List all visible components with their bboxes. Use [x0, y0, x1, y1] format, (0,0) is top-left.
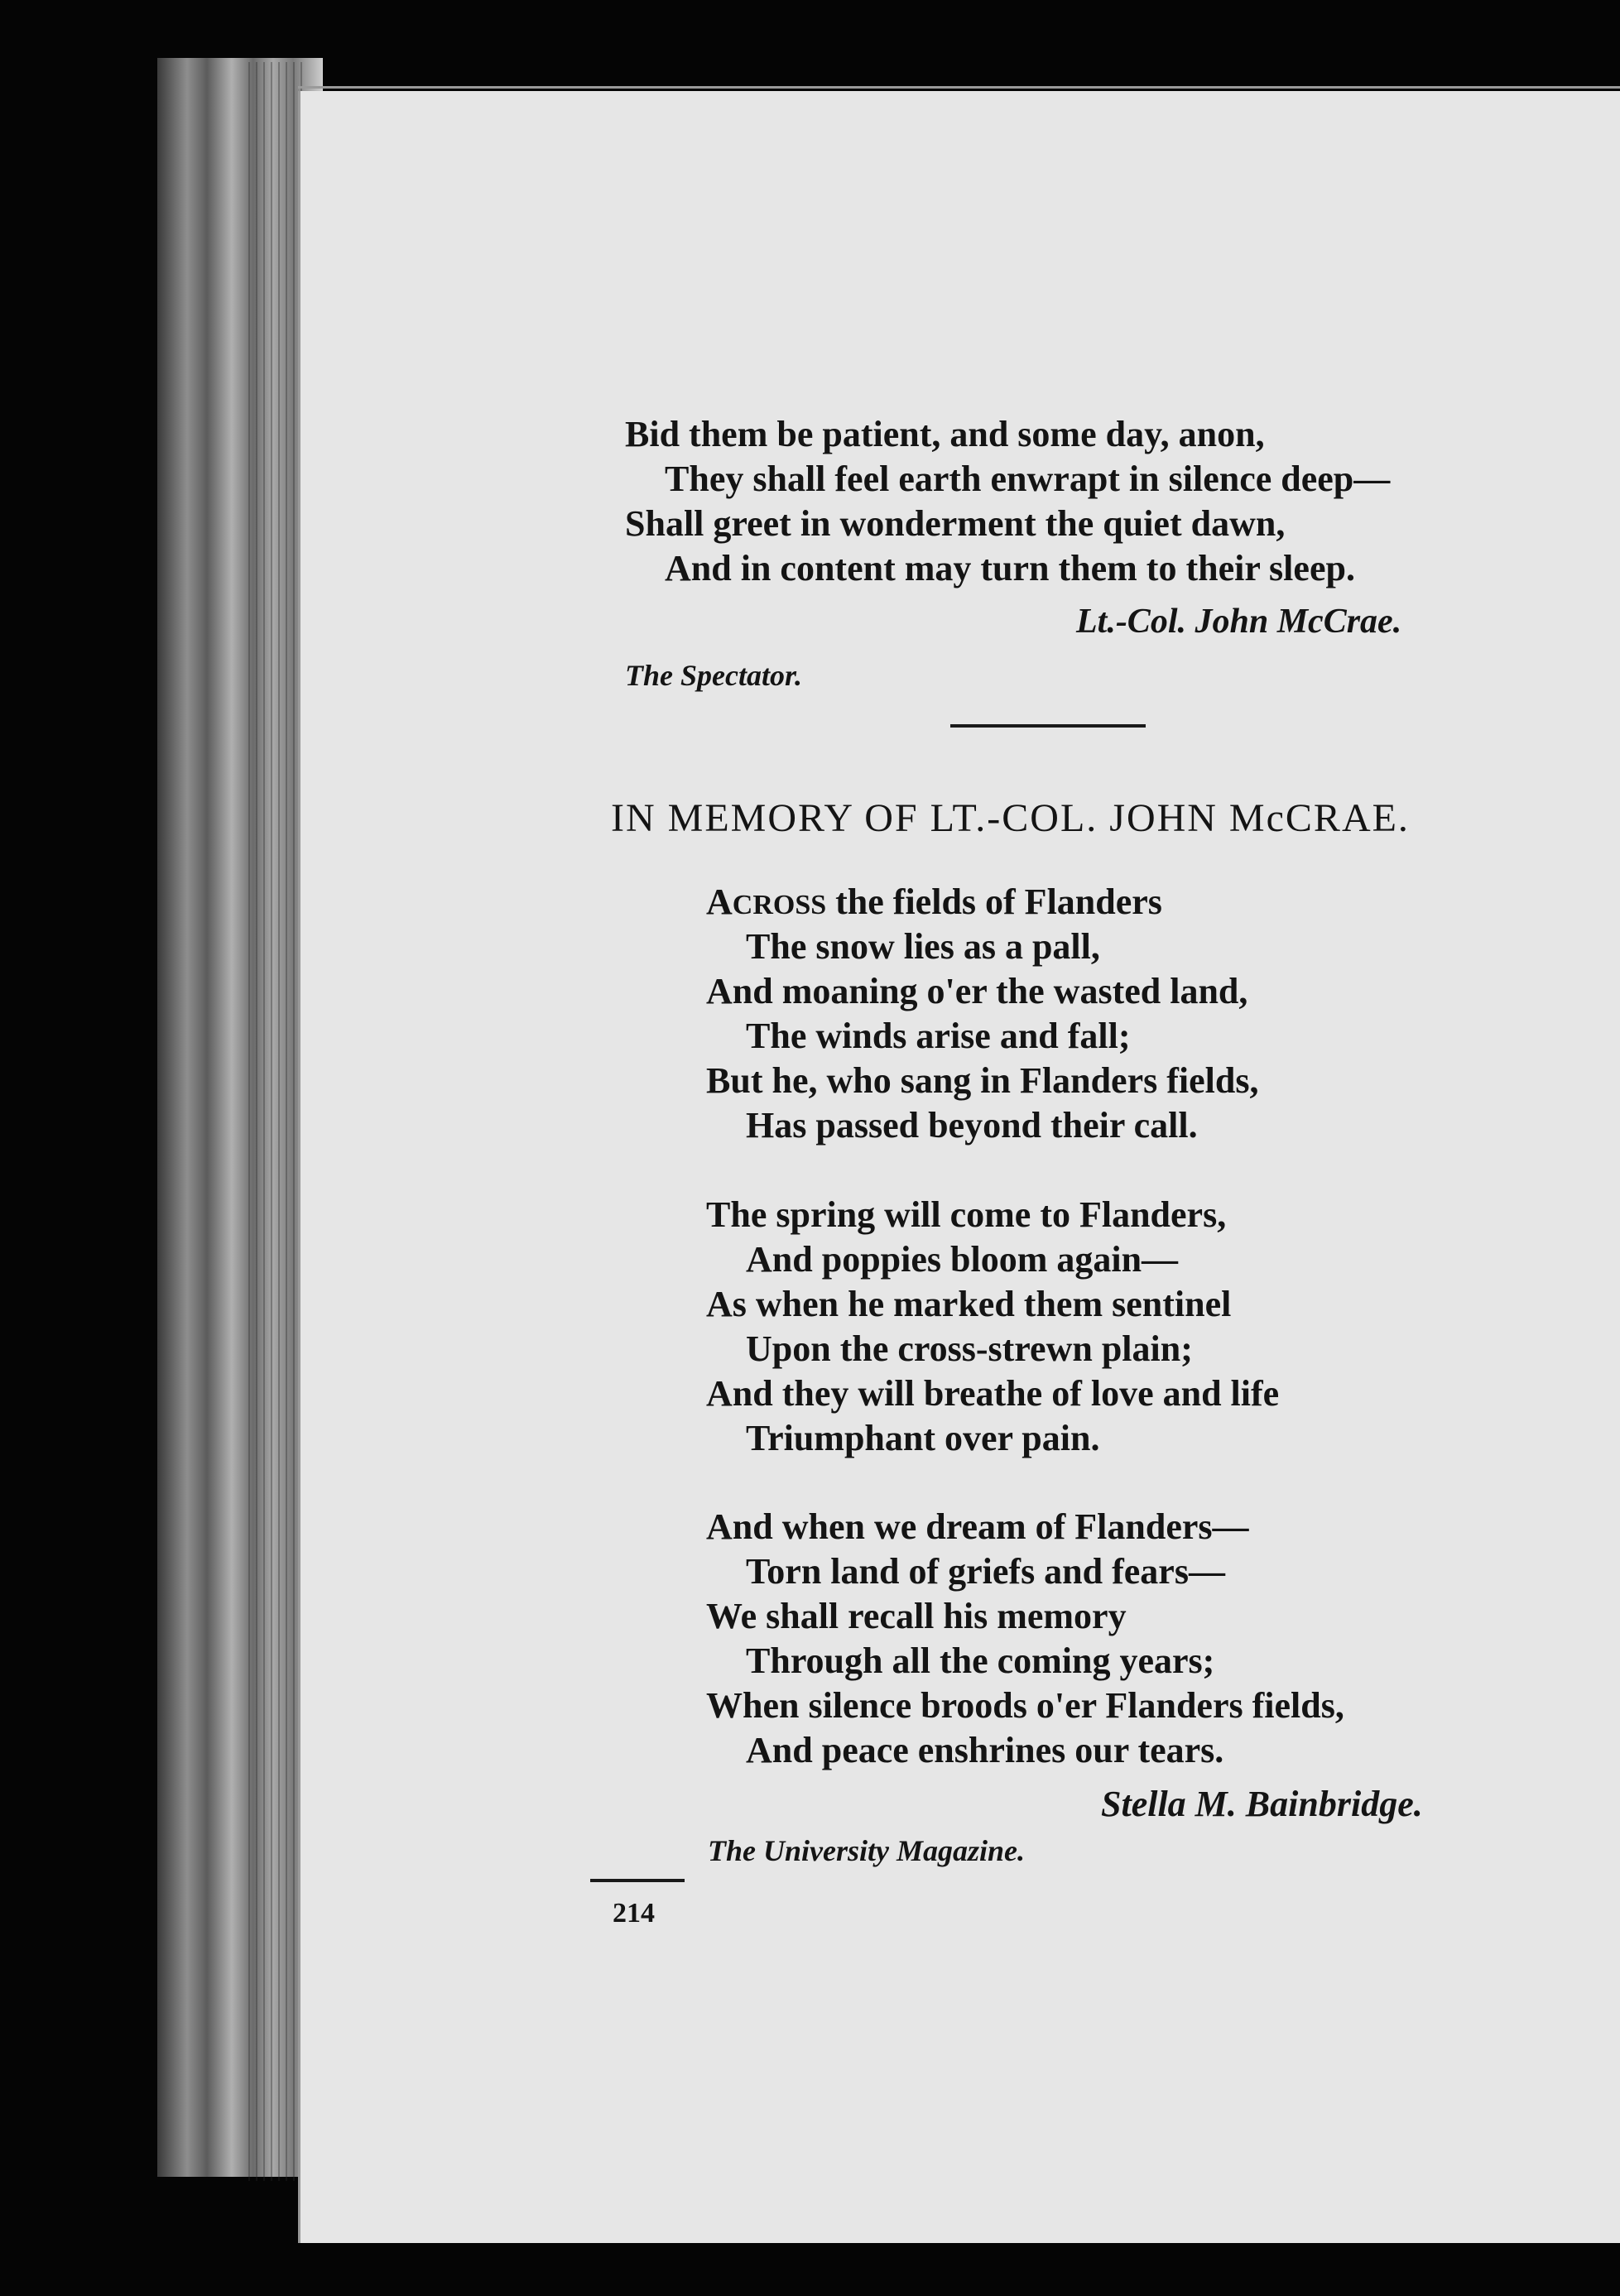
stanza2-line-2: And poppies bloom again—	[746, 1239, 1179, 1280]
stanza2-line-5: And they will breathe of love and life	[706, 1373, 1280, 1414]
stanza2-line-1: The spring will come to Flanders,	[706, 1194, 1227, 1235]
drop-initial: A	[706, 881, 733, 922]
page-number-rule	[590, 1879, 685, 1882]
section-divider	[950, 724, 1146, 728]
prev-stanza-line-3: Shall greet in wonderment the quiet dawn,	[625, 503, 1286, 544]
stanza1-line-1	[706, 881, 1162, 922]
stanza1-line-5: But he, who sang in Flanders fields,	[706, 1060, 1259, 1101]
page-top-border	[298, 86, 1620, 89]
first-word-rest: CROSS	[732, 890, 827, 920]
stanza2-line-3: As when he marked them sentinel	[706, 1284, 1232, 1324]
stanza3-line-1: And when we dream of Flanders—	[706, 1506, 1249, 1547]
author: Stella M. Bainbridge.	[1101, 1784, 1423, 1824]
poem-title: IN MEMORY OF LT.-COL. JOHN McCRAE.	[611, 796, 1410, 840]
stanza3-line-3: We shall recall his memory	[706, 1596, 1127, 1636]
source: The University Magazine.	[708, 1834, 1025, 1867]
stanza2-line-6: Triumphant over pain.	[746, 1418, 1100, 1458]
stanza1-line-2: The snow lies as a pall,	[746, 926, 1100, 967]
page-number: 214	[613, 1898, 655, 1929]
stanza3-line-4: Through all the coming years;	[746, 1640, 1215, 1681]
stanza3-line-6: And peace enshrines our tears.	[746, 1730, 1224, 1770]
stanza1-line-4: The winds arise and fall;	[746, 1016, 1131, 1056]
stanza1-line-6: Has passed beyond their call.	[746, 1105, 1198, 1146]
prev-source: The Spectator.	[625, 659, 802, 692]
prev-stanza-line-2: They shall feel earth enwrapt in silence deep—	[665, 459, 1391, 499]
stanza1-line-3: And moaning o'er the wasted land,	[706, 971, 1248, 1011]
prev-stanza-line-1: Bid them be patient, and some day, anon,	[625, 414, 1265, 454]
prev-stanza-line-4: And in content may turn them to their sleep.	[665, 548, 1355, 588]
stanza1-line-1-text: the fields of Flanders	[826, 881, 1162, 922]
stanza3-line-5: When silence broods o'er Flanders fields,	[706, 1685, 1344, 1726]
stanza3-line-2: Torn land of griefs and fears—	[746, 1551, 1225, 1592]
prev-author: Lt.-Col. John McCrae.	[1076, 603, 1402, 641]
stanza2-line-4: Upon the cross-strewn plain;	[746, 1328, 1193, 1369]
